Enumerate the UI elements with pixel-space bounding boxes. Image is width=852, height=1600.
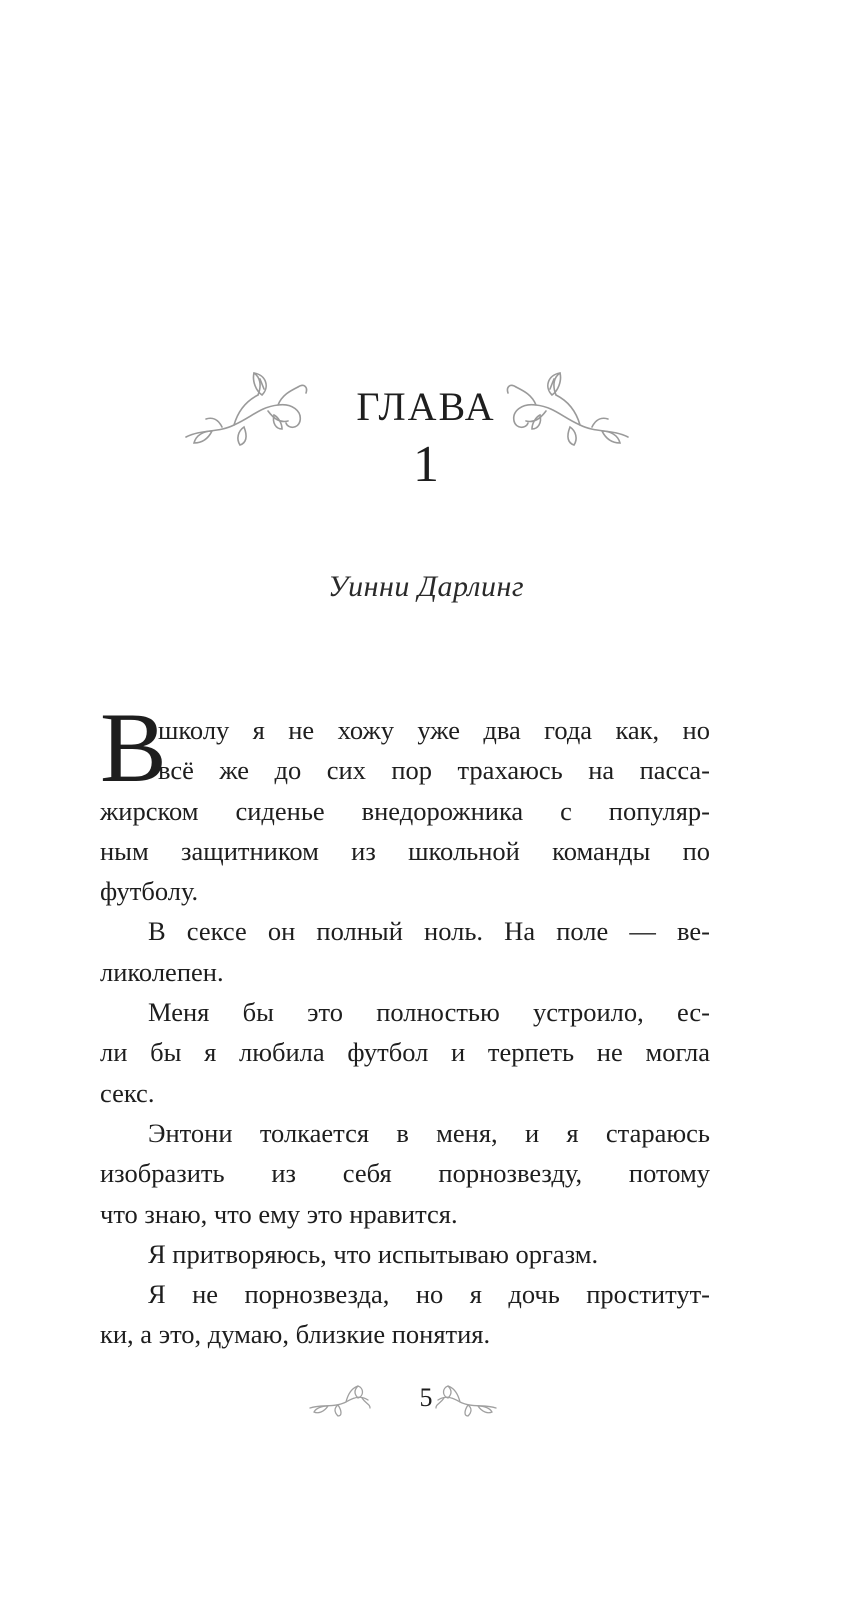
page-footer [0,1370,852,1430]
text-line: ликолепен. [100,956,224,987]
text-line: Я притворяюсь, что испытываю оргазм. [148,1238,599,1269]
text-line: ным защитником из школьной команды по [100,835,710,866]
text-line: что знаю, что ему это нравится. [100,1198,458,1229]
text-line: изобразить из себя порнозвезду, потому [100,1158,710,1189]
text-line: ки, а это, думаю, близкие понятия. [100,1319,491,1350]
chapter-label: ГЛАВА [356,384,496,429]
text-line: ли бы я любила футбол и терпеть не могла [100,1037,710,1068]
text-line: школу я не хожу уже два года как, но [158,715,710,745]
chapter-heading [0,355,852,505]
drop-cap: В [100,692,167,803]
chapter-author: Уинни Дарлинг [327,570,525,603]
text-line: секс. [100,1077,155,1108]
text-line: Я не порнозвезда, но я дочь проститут- [148,1279,710,1310]
chapter-number: 1 [413,436,439,493]
text-line: В сексе он полный ноль. На поле — ве- [148,916,710,947]
small-floral-icon [434,1378,498,1418]
page-number: 5 [419,1383,433,1412]
chapter-body [100,692,710,1355]
text-line: всё же до сих пор трахаюсь на пасса- [158,755,710,786]
text-line: футболу. [100,876,199,907]
text-line: Меня бы это полностью устроило, ес- [148,997,710,1028]
first-paragraph [100,692,710,911]
text-line: жирском сиденье внедорожника с популяр- [100,795,710,826]
text-line: Энтони толкается в меня, и я стараюсь [148,1117,710,1148]
